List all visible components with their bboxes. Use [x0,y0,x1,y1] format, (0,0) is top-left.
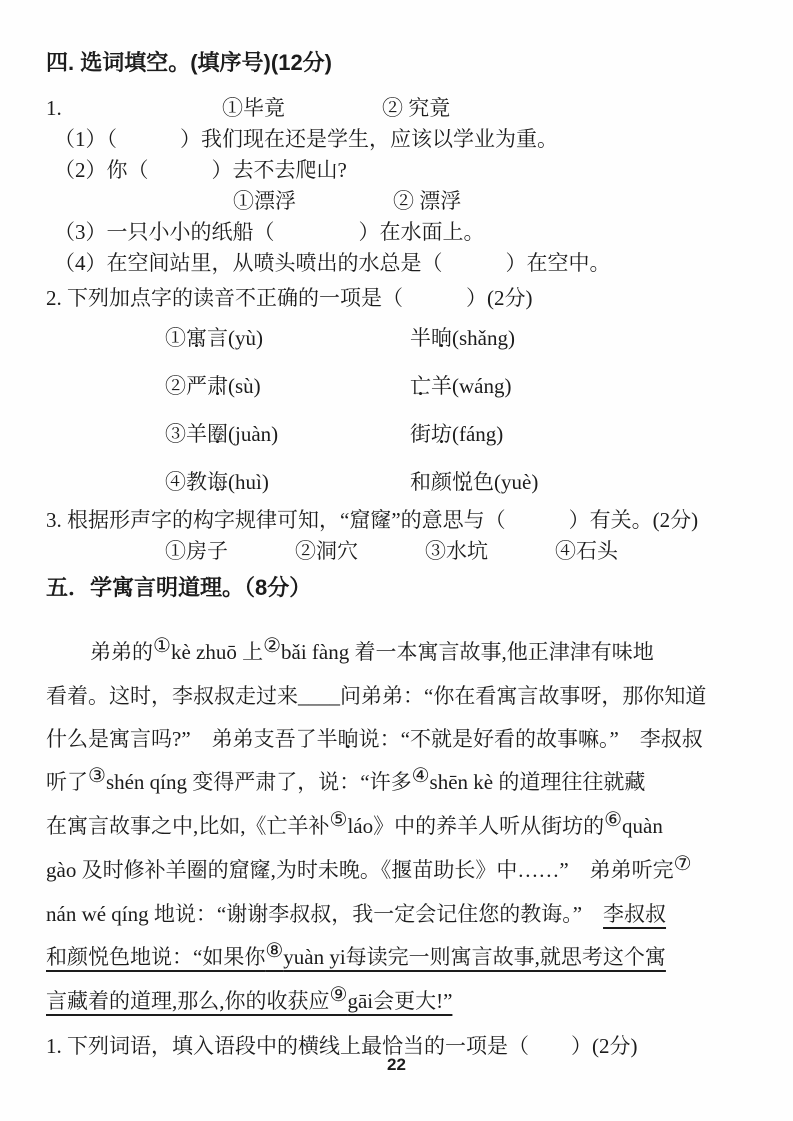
q3-option-3: ③水坑 [425,539,488,563]
passage-line: 在寓言故事之中,比如,《亡羊补⑤láo》中的养羊人听从街坊的⑥quàn [46,809,663,838]
q3-prompt: 3. 根据形声字的构字规律可知，“窟窿”的意思与（ ）有关。(2分) [46,508,699,532]
q2-row3-right: 街坊(fáng) [410,422,504,446]
q1-item-3: （3）一只小小的纸船（ ）在水面上。 [54,220,485,244]
q2-row2-right: 亡羊(wáng) [410,374,512,398]
q1-item-2: （2）你（ ）去不去爬山? [54,158,347,182]
section4-heading: 四. 选词填空。(填序号)(12分) [46,50,333,75]
q2-row-3 [165,419,748,450]
q1-number: 1. [46,96,62,120]
section4-q1-options-row [46,93,748,124]
q2-row4-left: ④教诲(huì) [165,470,269,494]
q2-row1-right: 半晌(shǎng) [410,326,515,350]
q2-row1-left: ①寓言(yù) [165,326,263,350]
q3-option-2: ②洞穴 [295,539,358,563]
section5-passage [46,631,748,1024]
q3-option-4: ④石头 [555,539,618,563]
q2-row-1 [165,323,748,354]
passage-line: 和颜悦色地说：“如果你⑧yuàn yi每读完一则寓言故事,就思考这个寓 [46,940,666,969]
q1-option2-1: ①漂浮 [233,189,296,213]
q3-options-row [165,536,748,567]
q2-row4-right: 和颜悦色(yuè) [410,470,539,494]
page-number: 22 [387,1055,406,1074]
passage-line: 弟弟的①kè zhuō 上②bǎi fàng 着一本寓言故事,他正津津有味地 [90,635,654,664]
passage-line: 看着。这时，李叔叔走过来____问弟弟：“你在看寓言故事呀，那你知道 [46,684,707,708]
section5-q1-prompt: 1. 下列词语，填入语段中的横线上最恰当的一项是（ ）(2分) [46,1034,638,1058]
q2-row2-left: ②严肃(sù) [165,374,261,398]
passage-line: 听了③shén qíng 变得严肃了，说：“许多④shēn kè 的道理往往就藏 [46,765,646,794]
q1-option-2: ② 究竟 [382,96,451,120]
q1-item-4: （4）在空间站里，从喷头喷出的水总是（ ）在空中。 [54,251,611,275]
passage-line: gào 及时修补羊圈的窟窿,为时未晚。《揠苗助长》中……” 弟弟听完⑦ [46,853,692,882]
q2-row-4 [165,467,748,498]
q2-row3-left: ③羊圈(juàn) [165,422,279,446]
q2-prompt: 2. 下列加点字的读音不正确的一项是（ ）(2分) [46,286,533,310]
q3-option-1: ①房子 [165,539,228,563]
q1-option2-2: ② 漂浮 [393,189,462,213]
passage-line: 什么是寓言吗?” 弟弟支吾了半晌说：“不就是好看的故事嘛。” 李叔叔 [46,727,703,751]
passage-line: nán wé qíng 地说：“谢谢李叔叔，我一定会记住您的教诲。” 李叔叔 [46,902,667,926]
q2-row-2 [165,371,748,402]
q1-option-1: ①毕竟 [222,96,285,120]
section5-heading: 五．学寓言明道理。（8分） [46,575,312,600]
q1-item-1: （1）（ ）我们现在还是学生，应该以学业为重。 [54,127,558,151]
section4-q1-options2-row [233,186,748,217]
passage-line: 言藏着的道理,那么,你的收获应⑨gāi会更大!” [46,984,453,1013]
